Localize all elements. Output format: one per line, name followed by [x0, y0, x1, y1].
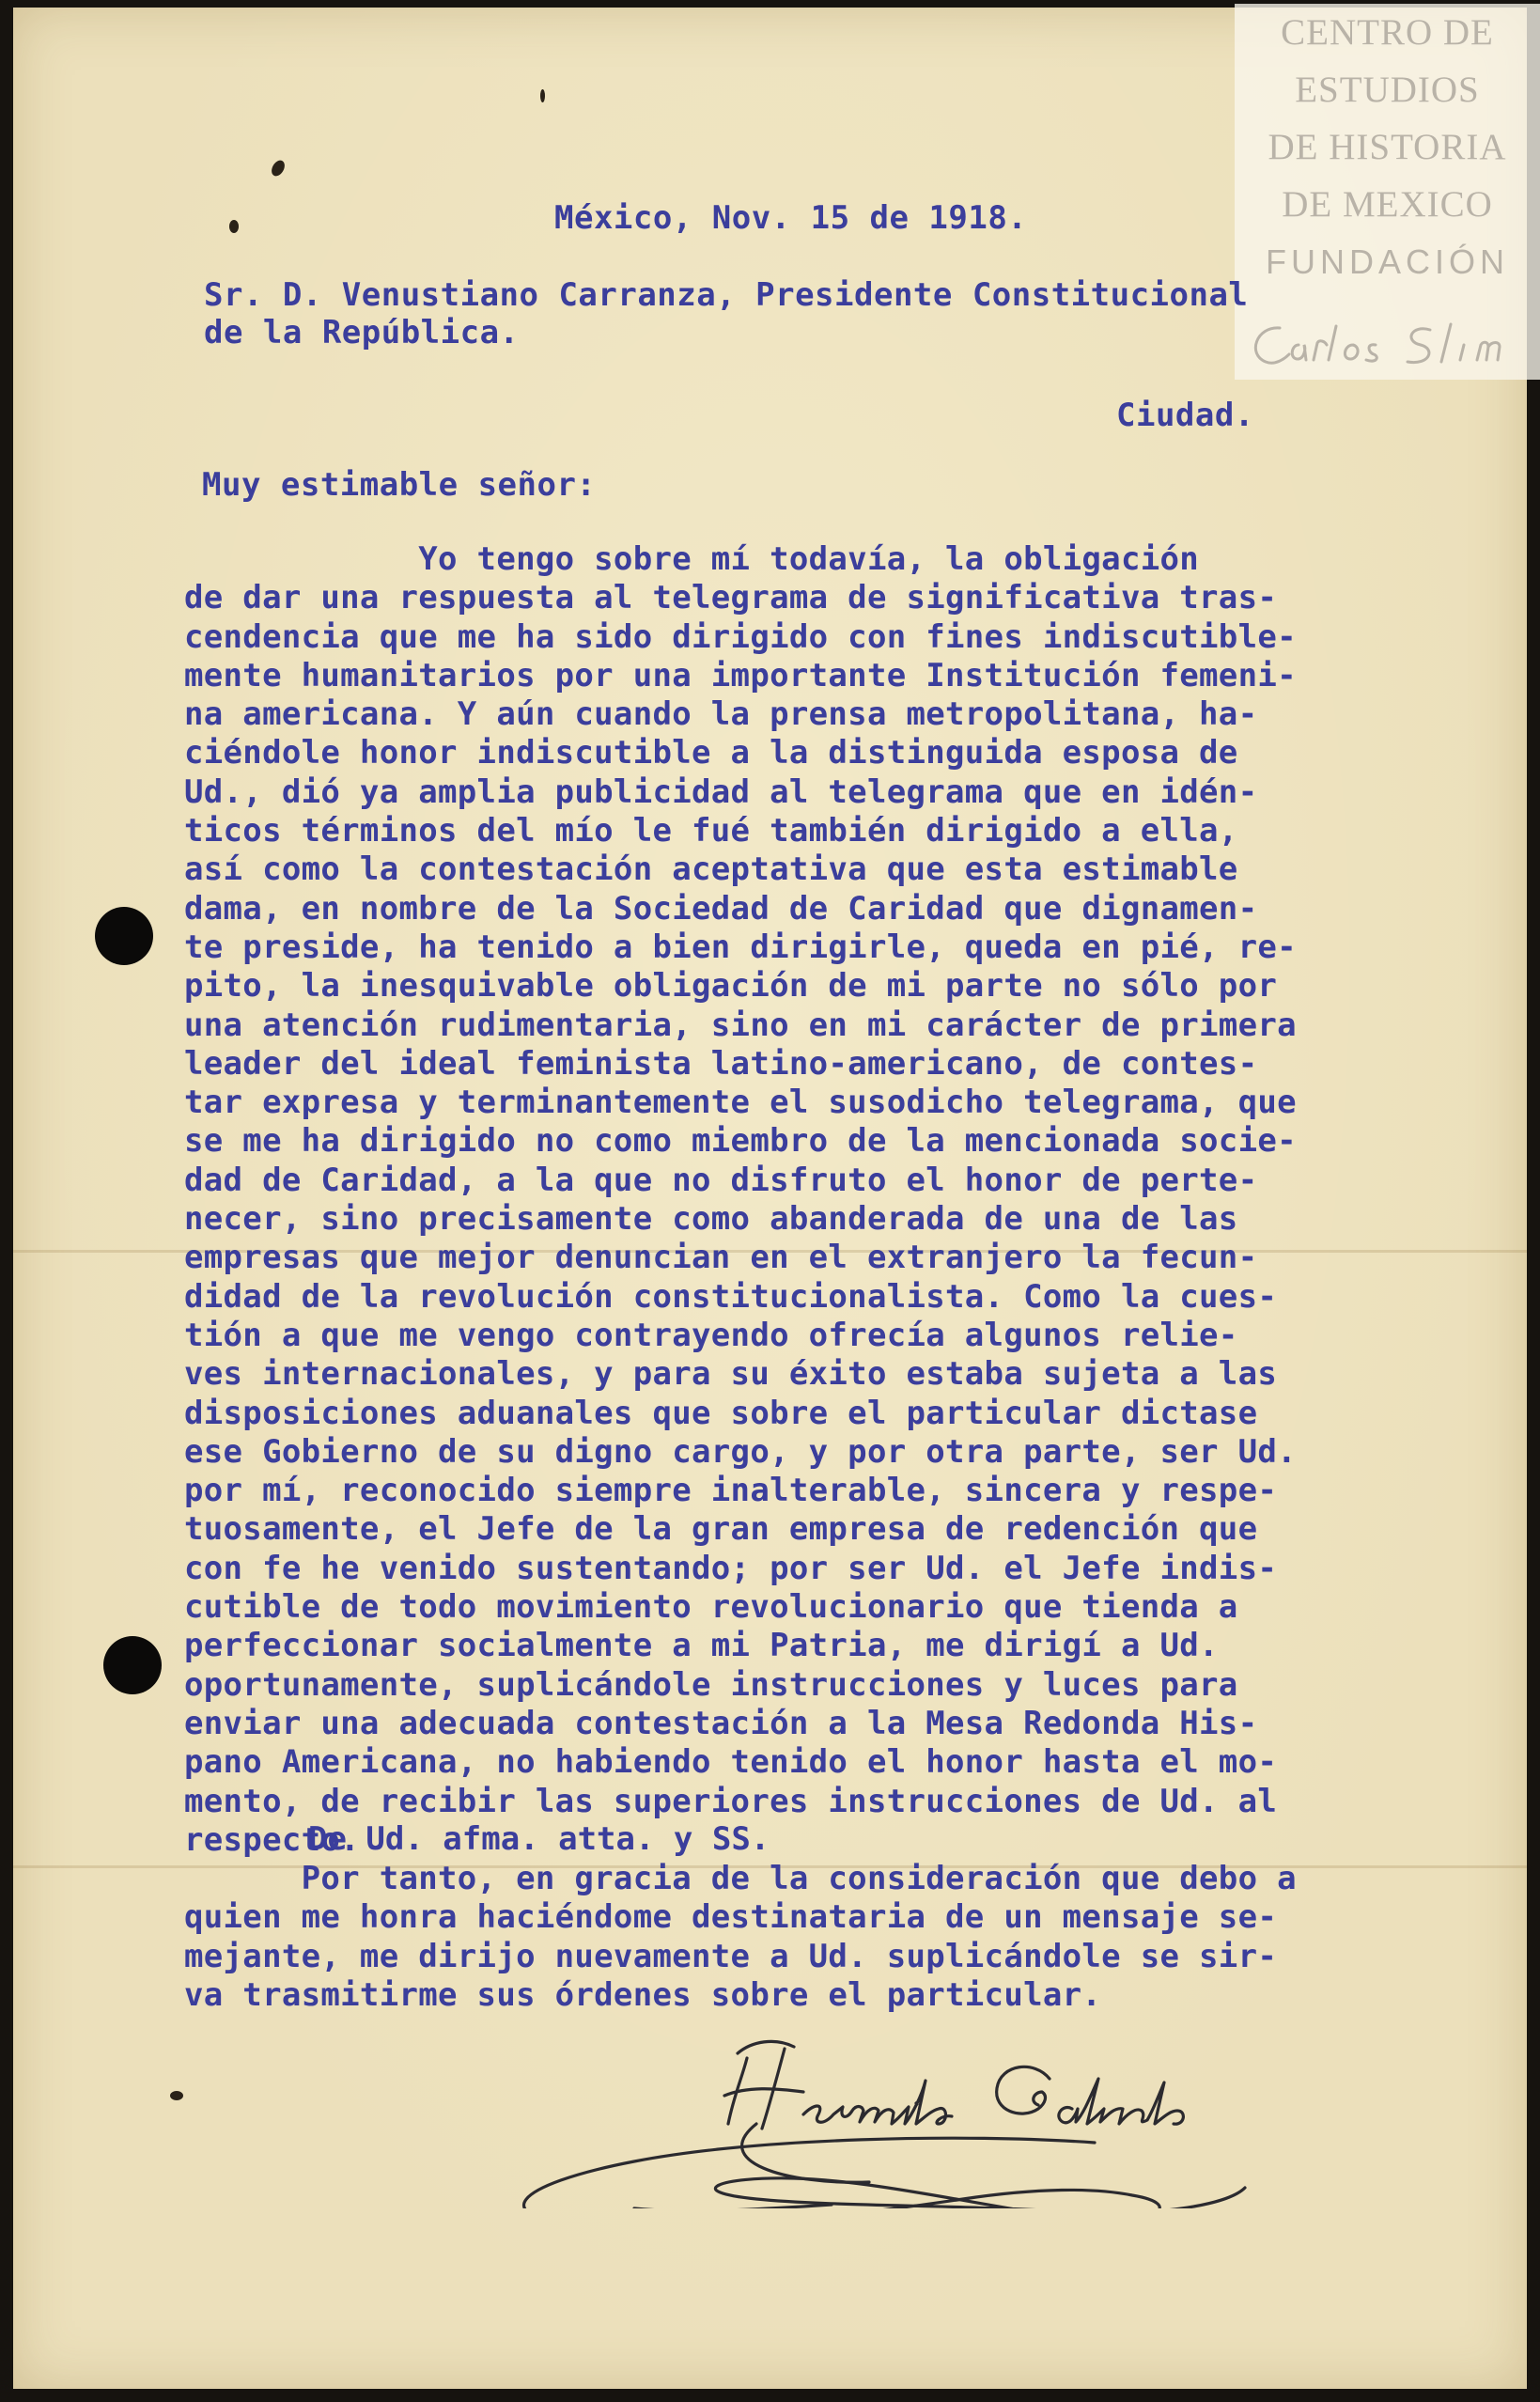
body-line: tión a que me vengo contrayendo ofrecía algunos relie- — [184, 1316, 1238, 1354]
watermark-line: FUNDACIÓN — [1266, 242, 1509, 281]
body-line: quien me honra haciéndome destinataria de un mensaje se- — [184, 1898, 1278, 1937]
body-line: disposiciones aduanales que sobre el particular dictase — [184, 1394, 1258, 1432]
body-line: se me ha dirigido no como miembro de la mencionada socie- — [184, 1122, 1297, 1161]
salutation: Muy estimable señor: — [202, 466, 597, 504]
body-line: pano Americana, no habiendo tenido el honor hasta el mo- — [184, 1743, 1278, 1782]
body-line: oportunamente, suplicándole instrucciones y luces para — [184, 1665, 1238, 1704]
watermark-line: DE HISTORIA — [1268, 127, 1507, 167]
body-line: dama, en nombre de la Sociedad de Caridad que dignamen- — [184, 889, 1258, 928]
body-line: pito, la inesquivable obligación de mi parte no sólo por — [184, 967, 1278, 1006]
ink-speck — [170, 2091, 183, 2100]
body-line: tuosamente, el Jefe de la gran empresa de redención que — [184, 1510, 1258, 1549]
body-line: respecto. — [184, 1820, 360, 1859]
body-line: perfeccionar socialmente a mi Patria, me dirigí a Ud. — [184, 1627, 1219, 1665]
body-line: va trasmitirme sus órdenes sobre el particular. — [184, 1975, 1102, 2014]
addressee-line: de la República. — [204, 314, 520, 351]
body-line: Por tanto, en gracia de la consideración que debo a — [184, 1860, 1297, 1898]
watermark-script-logo — [1242, 317, 1533, 373]
body-line: ciéndole honor indiscutible a la distinguida esposa de — [184, 734, 1238, 772]
body-line: necer, sino precisamente como abanderada de una de las — [184, 1200, 1238, 1239]
body-line: mejante, me dirijo nuevamente a Ud. suplicándole se sir- — [184, 1937, 1278, 1975]
body-line: cutible de todo movimiento revolucionario que tienda a — [184, 1588, 1238, 1627]
letter-body — [184, 540, 1518, 2015]
punch-hole — [95, 907, 153, 965]
handwritten-signature — [474, 2020, 1283, 2208]
punch-hole — [103, 1636, 162, 1694]
body-line: ticos términos del mío le fué también dirigido a ella, — [184, 812, 1238, 850]
body-line: leader del ideal feminista latino-americano, de contes- — [184, 1044, 1258, 1083]
letter-closing: De Ud. afma. atta. y SS. — [308, 1820, 770, 1858]
body-line: te preside, ha tenido a bien dirigirle, queda en pié, re- — [184, 928, 1297, 966]
body-line: una atención rudimentaria, sino en mi carácter de primera — [184, 1006, 1297, 1044]
watermark-line: CENTRO DE — [1281, 12, 1494, 53]
archive-watermark — [1235, 4, 1540, 380]
body-line: mento, de recibir las superiores instrucciones de Ud. al — [184, 1782, 1278, 1820]
letter-closing-block — [177, 1820, 770, 1859]
body-line: mente humanitarios por una importante Institución femeni- — [184, 656, 1297, 694]
body-line: cendencia que me ha sido dirigido con fines indiscutible- — [184, 617, 1297, 656]
body-line: con fe he venido sustentando; por ser Ud. el Jefe indis- — [184, 1549, 1278, 1587]
body-line: empresas que mejor denuncian en el extranjero la fecun- — [184, 1239, 1258, 1277]
addressee-line: Sr. D. Venustiano Carranza, Presidente Constitucional — [204, 276, 1249, 314]
body-line: didad de la revolución constitucionalista. Como la cues- — [184, 1277, 1278, 1316]
ink-speck — [229, 220, 239, 233]
watermark-line: DE MEXICO — [1282, 184, 1493, 225]
letter-city: Ciudad. — [1116, 397, 1254, 434]
body-line: Yo tengo sobre mí todavía, la obligación — [184, 540, 1200, 578]
body-line: así como la contestación aceptativa que esta estimable — [184, 850, 1238, 889]
body-line: dad de Caridad, a la que no disfruto el honor de perte- — [184, 1161, 1258, 1199]
ink-speck — [540, 89, 545, 102]
body-line: ese Gobierno de su digno cargo, y por otra parte, ser Ud. — [184, 1432, 1297, 1471]
body-line: enviar una adecuada contestación a la Mesa Redonda His- — [184, 1704, 1258, 1742]
watermark-line: ESTUDIOS — [1295, 70, 1480, 110]
body-line: na americana. Y aún cuando la prensa metropolitana, ha- — [184, 695, 1258, 734]
letter-date: México, Nov. 15 de 1918. — [554, 199, 1028, 237]
body-line: Ud., dió ya amplia publicidad al telegrama que en idén- — [184, 772, 1258, 811]
body-line: por mí, reconocido siempre inalterable, sincera y respe- — [184, 1472, 1278, 1510]
body-line: ves internacionales, y para su éxito estaba sujeta a las — [184, 1355, 1278, 1394]
body-line: tar expresa y terminantemente el susodicho telegrama, que — [184, 1084, 1297, 1122]
body-line: de dar una respuesta al telegrama de significativa tras- — [184, 579, 1278, 617]
